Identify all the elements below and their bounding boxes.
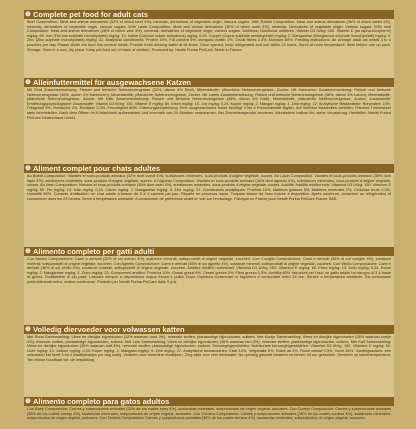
section-title-spanish: ⊕ Alimento completo para gatos adultos <box>24 397 394 406</box>
section-italian <box>24 247 394 325</box>
section-spanish <box>24 397 394 429</box>
section-text-french: Au Boeuf Composition: Viandes et sous-produits animaux (32% dont boeuf 4%), substances minérales, sous-produits d'origine végétale, sucres. Au Lapin Composition: Viandes et sous-produits animaux (36% dont lapin 4%), substances minérales, sous-produits d'origine végétale, sucres. A l'Agneau Composition: Viandes et sous-produits animaux (36% dont agneau 4%), substances minérales, sous-produits d'origine végétale, sucres. Au Veau Composition: Viandes et sous-produits animaux (36% dont veau 4%), substances minérales, sous-produits d'origine végétale, sucres. Additifs: Additifs nutritionnels: Vitamine D3 UI/kg: 150. Vitamine E mg/kg: 60. Fer mg/kg: 13. Iode mg/kg: 0,24. Cuivre mg/kg: 2. Manganèse mg/kg: 4. Zinc mg/kg: 22. Constituants analytiques: Protéine 10%, Matières grasses 5%, Matières minérales 2%, Cellulose brute 0,3%, Humidité 80%. Conseils d'utilisation: un chat adulte a besoin de 3 à 4 sachets par jour. Répartir en plusieurs repas. Toujours laisser de l'eau fraîche à disposition. Après ouverture, conserver au réfrigérateur et consommer dans les 24 heures. Servir à température ambiante. A consommer de préférence avant le: voir sur l'emballage. Fabriqué en France pour Nestlé Purina PetCare France SAS. <box>27 174 391 201</box>
section-title-dutch: ⊕ Volledig diervoeder voor volwassen katten <box>24 325 394 334</box>
section-text-english: Beef Composition: Meat and animal derivatives (32% of which beef 4%), minerals, derivatives of vegetable origin. Various sugars. With Rabbit Composition: Meat and animal derivatives (36% of which rabbit 4%), minerals, derivatives of vegetable origin, various sugars. With Lamb Composition: Meat and animal derivatives (36% of which lamb 4%), minerals. Derivatives of vegetable origin. Various sugars. With Veal Composition: Meat and animal derivatives (36% of which veal 4%), minerals, derivatives of vegetable origin, various sugars. Additives: Nutritional additives: Vitamin D3 IU/kg: 150. Vitamin E (as alpha-tocopherol) mg/kg: 60. Iron (Ferrous sulphate monohydrate) mg/kg: 13. Iodine (Calcium iodate anhydrous) mg/kg: 0.24. Copper (Cupric sulphate pentahydrate) mg/kg: 2. Manganese (Manganous sulphate monohydrate) mg/kg: 4. Zinc (Zinc sulphate monohydrate) mg/kg: 22. Analytical constituents: Protein 10%, Fat content 5%, Inorganic matter 2%, Crude fibres 0.3%, Moisture 80%. Feeding instructions: An average adult cat needs 3 to 4 pouches per day. Please divide the food into several meals. Provide fresh drinking water at all times. Once opened, keep refrigerated and use within 24 hours. Serve at room temperature. Best before: see on pack. Storage: Store in a cool, dry place. Keep pet food out of reach of children. Produced by: Nestlé Purina PetCare, Made in France. <box>27 20 391 52</box>
section-english <box>24 10 394 78</box>
section-text-german: Mit Rind Zusammensetzung: Fleisch und tierische Nebenerzeugnisse (32%, davon 4% Rind), Mineralstoffe, pflanzliche Nebenerzeugnisse, Zucker. Mit Kaninchen Zusammensetzung: Fleisch und tierische Nebenerzeugnisse (36%, davon 4% Kaninchen), Mineralstoffe, pflanzliche Nebenerzeugnisse, Zucker. Mit Lamm Zusammensetzung: Fleisch und tierische Nebenerzeugnisse (36%, davon 4% Lamm), Mineralstoffe, pflanzliche Nebenerzeugnisse, Zucker. Mit Kalb Zusammensetzung: Fleisch und tierische Nebenerzeugnisse (36%, davon 4% Kalb), Mineralstoffe, pflanzliche Nebenerzeugnisse, Zucker. Zusatzstoffe: Ernährungsphysiologische Zusatzstoffe: Vitamin D3 IE/kg: 150. Vitamin E mg/kg: 60. Eisen mg/kg: 13. Jod mg/kg: 0,24. Kupfer mg/kg: 2. Mangan mg/kg: 4. Zink mg/kg: 22. Analytische Bestandteile: Rohprotein 10%, Fettgehalt 5%, Rohasche 2%, Rohfaser 0,3%, Feuchtigkeit 80%. Fütterungsempfehlung: Eine ausgewachsene Katze benötigt 3 bis 4 Portionsbeutel täglich. Auf mehrere Mahlzeiten verteilen. Frisches Trinkwasser stets bereitstellen. Nach dem Öffnen im Kühlschrank aufbewahren und innerhalb von 24 Stunden verbrauchen. Bei Zimmertemperatur servieren. Mindestens haltbar bis: siehe Verpackung. Hersteller: Nestlé Purina PetCare Deutschland GmbH. <box>27 88 391 120</box>
section-title-german: ⊕ Alleinfuttermittel für ausgewachsene Katzen <box>24 78 394 87</box>
section-title-french: ⊕ Aliment complet pour chats adultes <box>24 164 394 173</box>
section-text-spanish: Con Buey Composición: Carnes y subproductos animales (32% de los cuales buey 4%), sustancias minerales, subproductos de origen vegetal, azúcares. Con Conejo Composición: Carnes y subproductos animales (36% de los cuales conejo 4%), sustancias minerales, subproductos de origen vegetal, azúcares. Con Cordero Composición: Carnes y subproductos animales (36% de los cuales cordero 4%), sustancias minerales, subproductos de origen vegetal, azúcares. Con Ternera Composición: Carnes y subproductos animales (36% de los cuales ternera 4%), sustancias minerales, subproductos de origen vegetal, azúcares. <box>27 407 391 421</box>
section-title-english: ⊕ Complete pet food for adult cats <box>24 10 394 19</box>
section-text-italian: Con Manzo Composizione: Carni e derivati (32% di cui manzo 4%), sostanze minerali, sottoprodotti di origine vegetale, zuccheri. Con Coniglio Composizione: Carni e derivati (36% di cui coniglio 4%), sostanze minerali, sottoprodotti di origine vegetale, zuccheri. Con Agnello Composizione: Carni e derivati (36% di cui agnello 4%), sostanze minerali, sottoprodotti di origine vegetale, zuccheri. Con Vitello Composizione: Carni e derivati (36% di cui vitello 4%), sostanze minerali, sottoprodotti di origine vegetale, zuccheri. Additivi: Additivi nutrizionali: Vitamina D3 UI/kg: 150. Vitamina E mg/kg: 60. Ferro mg/kg: 13. Iodio mg/kg: 0,24. Rame mg/kg: 2. Manganese mg/kg: 4. Zinco mg/kg: 22. Componenti analitici: Proteina 10%, Grassi grezzi 5%, Ceneri grezze 2%, Fibra grezza 0,3%, Umidità 80%. Istruzioni per l'uso: un gatto adulto ha bisogno di 3-4 buste al giorno. Suddividere in più pasti. Lasciare sempre a disposizione acqua fresca e pulita. Dopo l'apertura conservare in frigorifero e consumare entro 24 ore. Servire a temperatura ambiente. Da consumarsi preferibilmente entro: vedere confezione. Prodotto per Nestlé Purina PetCare Italia S.p.A. <box>27 257 391 284</box>
section-title-italian: ⊕ Alimento completo per gatti adulti <box>24 247 394 256</box>
section-french <box>24 164 394 247</box>
section-text-dutch: Met Rund Samenstelling: Vlees en dierlijke bijproducten (32% waarvan rund 4%), minerale stoffen, plantaardige bijproducten, suikers. Met Konijn Samenstelling: Vlees en dierlijke bijproducten (36% waarvan konijn 4%), minerale stoffen, plantaardige bijproducten, suikers. Met Lam Samenstelling: Vlees en dierlijke bijproducten (36% waarvan lam 4%), minerale stoffen, plantaardige bijproducten, suikers. Met Kalf Samenstelling: Vlees en dierlijke bijproducten (36% waarvan kalf 4%), minerale stoffen, plantaardige bijproducten, suikers. Toevoegingsmiddelen: Nutritionele toevoegingsmiddelen: Vitamine D3 IE/kg: 150. Vitamine E mg/kg: 60. IJzer mg/kg: 13. Jodium mg/kg: 0,24. Koper mg/kg: 2. Mangaan mg/kg: 4. Zink mg/kg: 22. Analytische bestanddelen: Eiwit 10%, Vetgehalte 5%, Ruwe as 2%, Ruwe celstof 0,3%, Vocht 80%. Voedingsadvies: een volwassen kat heeft 3 tot 4 maaltijdzakjes per dag nodig. Verdelen over meerdere maaltijden. Zorg altijd voor vers drinkwater. Na opening gekoeld bewaren en binnen 24 uur gebruiken. Serveren op kamertemperatuur. Ten minste houdbaar tot: zie verpakking. <box>27 335 391 362</box>
section-dutch <box>24 325 394 397</box>
ingredients-label <box>24 10 394 421</box>
section-german <box>24 78 394 164</box>
